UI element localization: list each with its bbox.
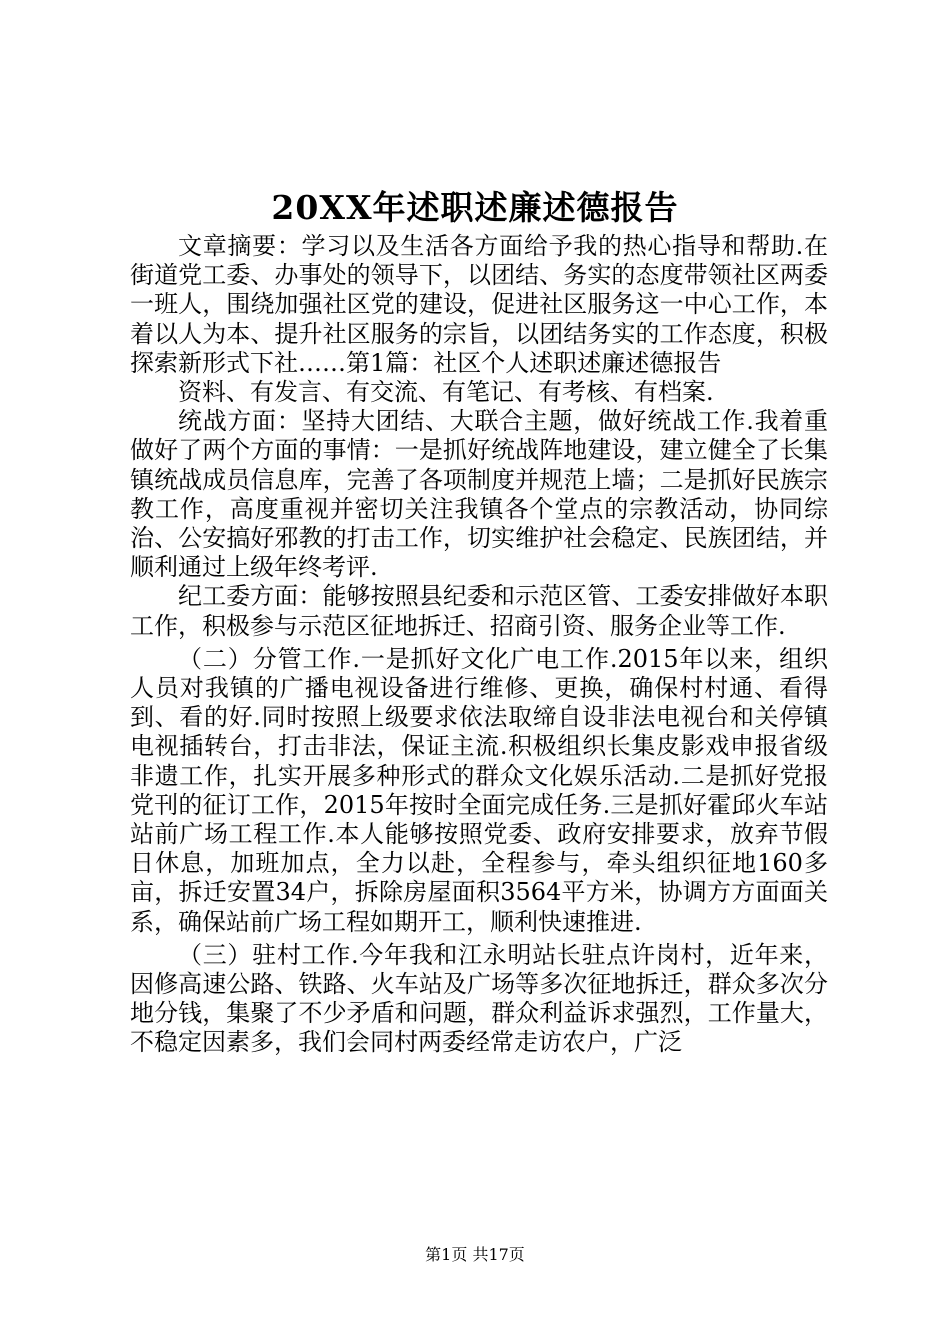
paragraph-abstract: 文章摘要：学习以及生活各方面给予我的热心指导和帮助.在街道党工委、办事处的领导下，以团结、务实的态度带领社区两委一班人，围绕加强社区党的建设，促进社区服务这一中心工作，本着以人为本、提升社区服务的宗旨，以团结务实的工作态度，积极探索新形式下社……第1篇：社区个人述职述廉述德报告 [130, 232, 828, 377]
paragraph-village-work: （三）驻村工作.今年我和江永明站长驻点许岗村，近年来，因修高速公路、铁路、火车站及广场等多次征地拆迁，群众多次分地分钱，集聚了不少矛盾和问题，群众利益诉求强烈，工作量大，不稳定因素多，我们会同村两委经常走访农户，广泛 [130, 940, 828, 1057]
paragraph-materials: 资料、有发言、有交流、有笔记、有考核、有档案. [178, 378, 714, 407]
document-body [130, 232, 828, 1058]
paragraph-assigned-work: （二）分管工作.一是抓好文化广电工作.2015年以来，组织人员对我镇的广播电视设备进行维修、更换，确保村村通、看得到、看的好.同时按照上级要求依法取缔自设非法电视台和关停镇电视插转台，打击非法，保证主流.积极组织长集皮影戏申报省级非遗工作，扎实开展多种形式的群众文化娱乐活动.二是抓好党报党刊的征订工作，2015年按时全面完成任务.三是抓好霍邱火车站站前广场工程工作.本人能够按照党委、政府安排要求，放弃节假日休息，加班加点，全力以赴，全程参与，牵头组织征地160多亩，拆迁安置34户，拆除房屋面积3564平方米，协调方方面面关系，确保站前广场工程如期开工，顺利快速推进. [130, 644, 828, 936]
document-title: 20XX年述职述廉述德报告 [271, 188, 679, 227]
paragraph-united-front: 统战方面：坚持大团结、大联合主题，做好统战工作.我着重做好了两个方面的事情：一是抓好统战阵地建设，建立健全了长集镇统战成员信息库，完善了各项制度并规范上墙；二是抓好民族宗教工作，高度重视并密切关注我镇各个堂点的宗教活动，协同综治、公安搞好邪教的打击工作，切实维护社会稳定、民族团结，并顺利通过上级年终考评. [130, 407, 828, 582]
page-footer: 第1页 共17页 [425, 1245, 525, 1264]
paragraph-discipline: 纪工委方面：能够按照县纪委和示范区管、工委安排做好本职工作，积极参与示范区征地拆迁、招商引资、服务企业等工作. [130, 582, 828, 640]
